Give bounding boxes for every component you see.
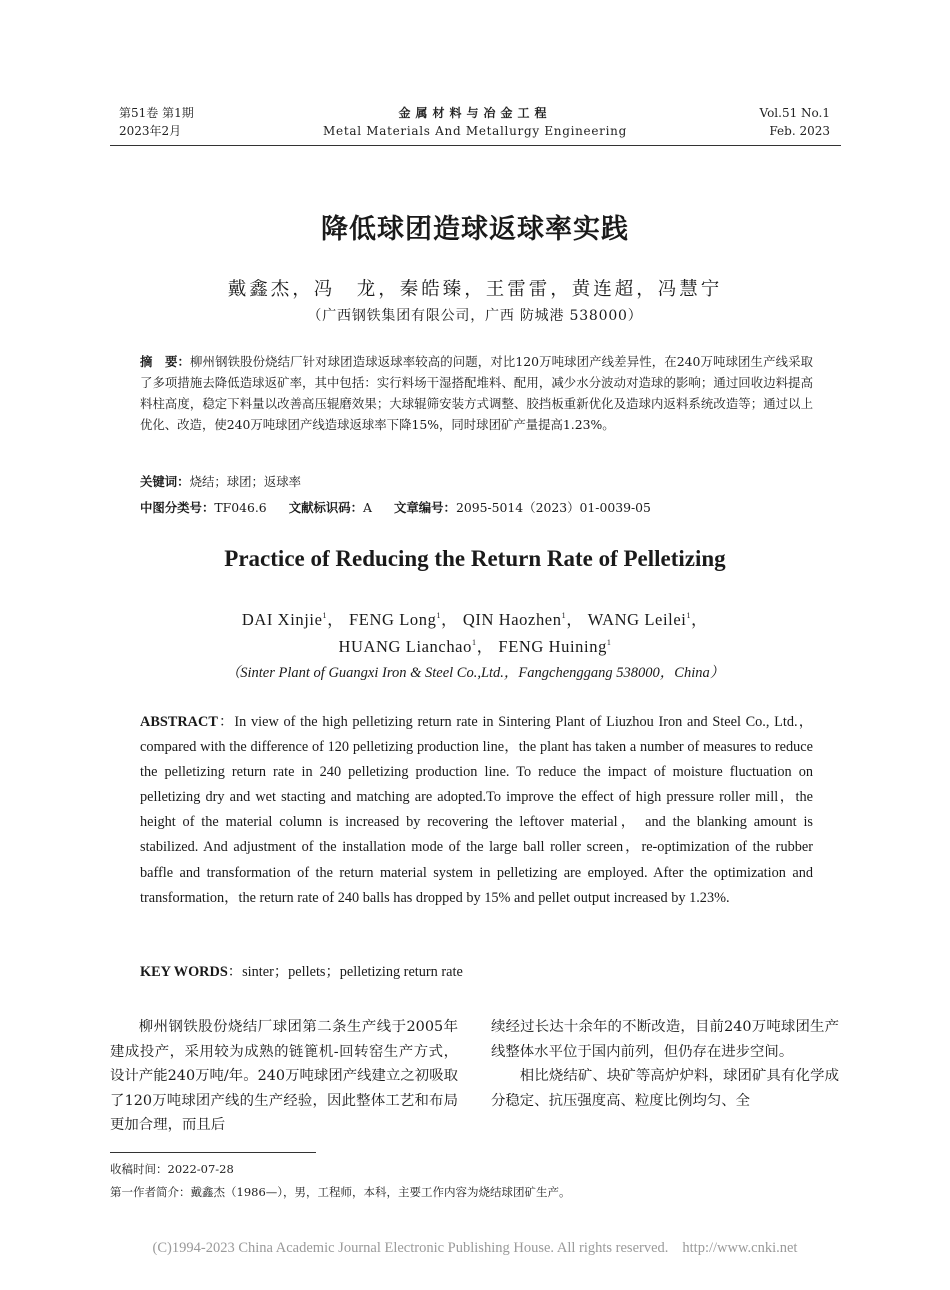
body-column-left xyxy=(110,1015,458,1138)
doc-code: A xyxy=(363,500,372,515)
author-en-affil-mark: 1 xyxy=(471,638,477,647)
paper-title-cn: 降低球团造球返球率实践 xyxy=(321,214,629,245)
abstract-cn xyxy=(140,351,813,435)
author-en-sep: ， xyxy=(327,610,345,629)
author-en-name: QIN Haozhen xyxy=(462,610,562,629)
body-paragraph: 续经过长达十余年的不断改造，目前240万吨球团生产线整体水平位于国内前列，但仍存在进步空间。 xyxy=(491,1019,839,1060)
issue-date-en: Feb. 2023 xyxy=(769,124,830,138)
authors-en-line-2 xyxy=(0,633,950,657)
journal-name-en: Metal Materials And Metallurgy Engineering xyxy=(323,124,627,138)
copyright-text: (C)1994-2023 China Academic Journal Electronic Publishing House. All rights reserved. xyxy=(152,1240,669,1256)
author-en-affil-mark: 1 xyxy=(606,638,612,647)
author-en-affil-mark: 1 xyxy=(322,611,328,620)
body-column-right xyxy=(491,1015,839,1113)
authors-cn: 戴鑫杰，冯 龙，秦皓臻，王雷雷，黄连超，冯慧宁 xyxy=(227,279,723,300)
abstract-en xyxy=(140,710,813,911)
affiliation-cn: （广西钢铁集团有限公司，广西 防城港 538000） xyxy=(307,308,643,324)
abstract-en-colon: ： xyxy=(217,714,235,730)
keywords-en xyxy=(140,960,813,985)
author-en-name: HUANG Lianchao xyxy=(338,637,472,656)
author-en-affil-mark: 1 xyxy=(686,611,692,620)
keywords-en-colon: ： xyxy=(227,964,243,980)
abstract-cn-label: 摘 要： xyxy=(140,354,191,369)
article-number-label: 文章编号： xyxy=(393,500,456,515)
keywords-cn-text: 烧结；球团；返球率 xyxy=(189,474,302,489)
issue-volume: 第51卷 第1期 xyxy=(119,106,194,120)
footnote-rule xyxy=(110,1152,316,1153)
author-en-affil-mark: 1 xyxy=(561,611,567,620)
keywords-en-label: KEY WORDS xyxy=(140,964,228,980)
body-paragraph: 柳州钢铁股份烧结厂球团第二条生产线于2005年建成投产，采用较为成熟的链篦机-回转窑生产方式，设计产能240万吨/年。240万吨球团产线建立之初吸取了120万吨球团产线的生产经验，因此整体工艺和布局更加合理，而且后 xyxy=(110,1019,458,1133)
doc-code-label: 文献标识码： xyxy=(288,500,364,515)
classification-line xyxy=(140,497,813,518)
journal-name-cn: 金属材料与冶金工程 xyxy=(398,106,552,120)
author-en-name: FENG Long xyxy=(348,610,437,629)
article-number: 2095-5014（2023）01-0039-05 xyxy=(455,500,651,515)
paper-title-en: Practice of Reducing the Return Rate of Pelletizing xyxy=(224,546,726,571)
authors-en-line-1 xyxy=(0,606,950,630)
author-en-name: FENG Huining xyxy=(498,637,607,656)
abstract-en-label: ABSTRACT xyxy=(140,714,218,730)
body-paragraph: 相比烧结矿、块矿等高炉炉料，球团矿具有化学成分稳定、抗压强度高、粒度比例均匀、全 xyxy=(491,1068,839,1109)
abstract-cn-text: 柳州钢铁股份烧结厂针对球团造球返球率较高的问题，对比120万吨球团产线差异性，在240万吨球团生产线采取了多项措施去降低造球返矿率，其中包括：实行料场干湿搭配堆料、配用，减少水分波动对造球的影响；通过回收边料提高料柱高度，稳定下料量以改善高压辊磨效果；大球辊筛安装方式调整、胶挡板重新优化及造球内返料系统改造等；通过以上优化、改造，使240万吨球团产线造球返球率下降15%，同时球团矿产量提高1.23%。 xyxy=(140,354,813,432)
keywords-cn xyxy=(140,471,813,492)
keywords-cn-label: 关键词： xyxy=(140,474,190,489)
author-en-affil-mark: 1 xyxy=(436,611,442,620)
clc-number: TF046.6 xyxy=(214,500,267,515)
author-en-name: DAI Xinjie xyxy=(241,610,323,629)
author-en-name: WANG Leilei xyxy=(587,610,687,629)
author-en-sep: ， xyxy=(691,610,709,629)
issue-volume-en: Vol.51 No.1 xyxy=(759,106,830,120)
header-rule xyxy=(110,145,841,146)
abstract-en-text: In view of the high pelletizing return rate in Sintering Plant of Liuzhou Iron and Steel Co., Ltd.，compared with the difference of 120 pelletizing production line，the plant has taken a number of measures to reduce the pelletizing return rate in 240 pelletizing production line. To reduce the impact of moisture fluctuation on pelletizing dry and wet stacting and matching are adopted.To improve the effect of high pressure roller mill，the height of the material column is increased by recovering the leftover material， and the blanking amount is stabilized. And adjustment of the installation mode of the large ball roller screen，re-optimization of the rubber baffle and transformation of the return material system in pelletizing are employed. After the optimization and transformation，the return rate of 240 balls has dropped by 15% and pellet output increased by 1.23%. xyxy=(140,714,814,906)
issue-date: 2023年2月 xyxy=(119,124,182,138)
affiliation-en: （Sinter Plant of Guangxi Iron & Steel Co.,Ltd.，Fangchenggang 538000，China） xyxy=(225,665,725,681)
footnote-author-bio: 第一作者简介：戴鑫杰（1986—），男，工程师，本科，主要工作内容为烧结球团矿生产。 xyxy=(110,1185,571,1199)
author-en-sep: ， xyxy=(441,610,459,629)
keywords-en-text: sinter；pellets；pelletizing return rate xyxy=(242,964,463,980)
author-en-sep: ， xyxy=(476,637,494,656)
author-en-sep: ， xyxy=(566,610,584,629)
copyright-url[interactable]: http://www.cnki.net xyxy=(682,1240,798,1256)
issue-info-en xyxy=(760,104,831,140)
clc-label: 中图分类号： xyxy=(140,500,215,515)
footnote-received: 收稿时间：2022-07-28 xyxy=(110,1162,234,1176)
copyright-line xyxy=(0,1240,950,1257)
